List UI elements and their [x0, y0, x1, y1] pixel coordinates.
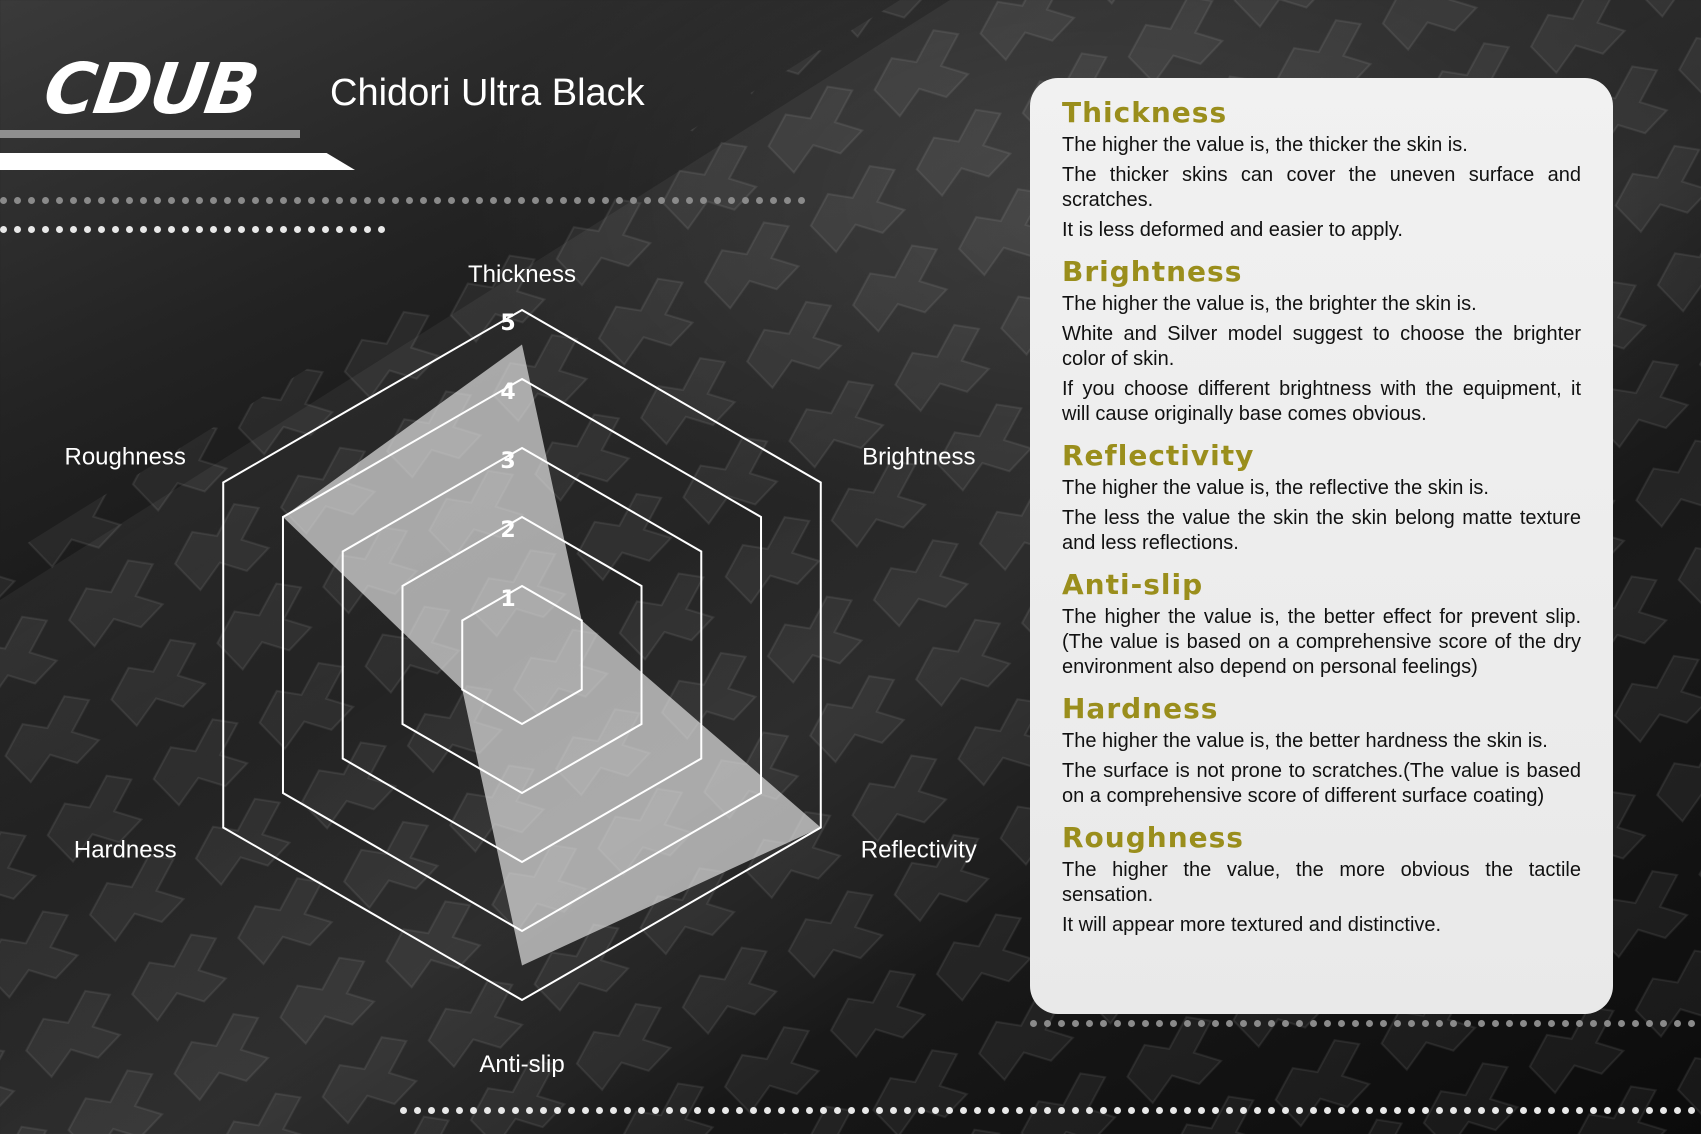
radar-axis-label: Reflectivity	[860, 836, 977, 864]
section-text: The higher the value, the more obvious the tactile sensation.	[1062, 859, 1581, 906]
radar-tick-label: 1	[500, 587, 516, 612]
brand-logo: CDUB	[39, 48, 263, 130]
radar-tick-label: 4	[500, 380, 516, 405]
section-anti-slip	[1062, 568, 1581, 680]
section-brightness	[1062, 255, 1581, 427]
radar-data-area	[283, 345, 821, 966]
section-heading: Thickness	[1062, 96, 1228, 129]
radar-axis-label: Roughness	[64, 443, 186, 471]
section-roughness	[1062, 821, 1581, 938]
section-text: If you choose different brightness with the equipment, it will cause originally base comes obvious.	[1062, 378, 1581, 425]
section-text: The higher the value is, the thicker the skin is.	[1062, 134, 1468, 156]
section-text: The higher the value is, the better effect for prevent slip.(The value is based on a comprehensive score of the dry environment also depend on personal feelings)	[1062, 606, 1581, 678]
section-text: The thicker skins can cover the uneven surface and scratches.	[1062, 164, 1581, 211]
section-text: The higher the value is, the better hardness the skin is.	[1062, 730, 1548, 752]
radar-tick-label: 3	[500, 449, 516, 474]
radar-axis-label: Thickness	[467, 261, 577, 288]
radar-axis-label: Hardness	[73, 836, 177, 864]
section-text: The less the value the skin the skin belong matte texture and less reflections.	[1062, 507, 1581, 554]
section-heading: Brightness	[1062, 255, 1243, 288]
product-title: Chidori Ultra Black	[330, 72, 645, 114]
section-heading: Anti-slip	[1062, 568, 1204, 601]
section-hardness	[1062, 692, 1581, 809]
section-text: The higher the value is, the brighter the skin is.	[1062, 293, 1477, 315]
section-text: The higher the value is, the reflective the skin is.	[1062, 477, 1489, 499]
description-panel	[1030, 78, 1613, 1014]
section-heading: Hardness	[1062, 692, 1219, 725]
radar-axis-label: Brightness	[862, 443, 976, 471]
section-text: The surface is not prone to scratches.(The value is based on a comprehensive score of different surface coating)	[1062, 760, 1581, 807]
section-text: It will appear more textured and distinctive.	[1062, 914, 1442, 936]
section-text: It is less deformed and easier to apply.	[1062, 219, 1403, 241]
section-text: White and Silver model suggest to choose the brighter color of skin.	[1062, 323, 1581, 370]
radar-axis-label: Anti-slip	[479, 1051, 565, 1078]
section-heading: Roughness	[1062, 821, 1244, 854]
section-heading: Reflectivity	[1062, 439, 1255, 472]
radar-tick-label: 5	[500, 311, 516, 336]
section-reflectivity	[1062, 439, 1581, 556]
radar-tick-label: 2	[500, 518, 516, 543]
section-thickness	[1062, 96, 1581, 243]
